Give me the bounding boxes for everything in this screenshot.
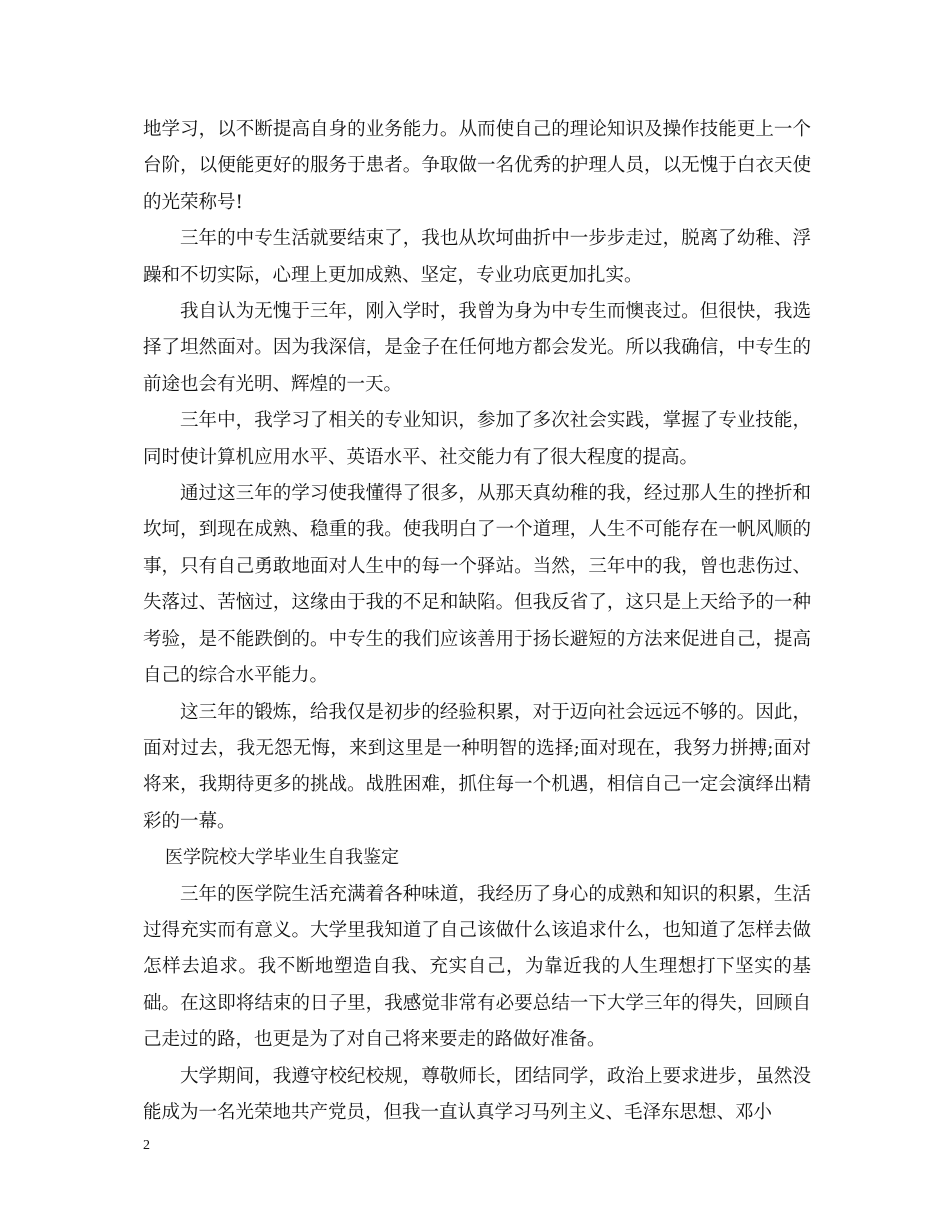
paragraph: 通过这三年的学习使我懂得了很多，从那天真幼稚的我，经过那人生的挫折和坎坷，到现在成熟、稳重的我。使我明白了一个道理，人生不可能存在一帆风顺的事，只有自己勇敢地面对人生中的每一个驿站。当然，三年中的我，曾也悲伤过、失落过、苦恼过，这缘由于我的不足和缺陷。但我反省了，这只是上天给予的一种考验，是不能跌倒的。中专生的我们应该善用于扬长避短的方法来促进自己，提高自己的综合水平能力。 <box>143 483 811 687</box>
document-body <box>143 112 811 1131</box>
paragraph: 三年中，我学习了相关的专业知识，参加了多次社会实践，掌握了专业技能，同时使计算机应用水平、英语水平、社交能力有了很大程度的提高。 <box>143 410 811 468</box>
paragraph: 三年的医学院生活充满着各种味道，我经历了身心的成熟和知识的积累，生活过得充实而有意义。大学里我知道了自己该做什么该追求什么，也知道了怎样去做怎样去追求。我不断地塑造自我、充实自己，为靠近我的人生理想打下坚实的基础。在这即将结束的日子里，我感觉非常有必要总结一下大学三年的得失，回顾自己走过的路，也更是为了对自己将来要走的路做好准备。 <box>143 883 811 1051</box>
paragraph: 我自认为无愧于三年，刚入学时，我曾为身为中专生而懊丧过。但很快，我选择了坦然面对。因为我深信，是金子在任何地方都会发光。所以我确信，中专生的前途也会有光明、辉煌的一天。 <box>143 301 811 395</box>
paragraph: 这三年的锻炼，给我仅是初步的经验积累，对于迈向社会远远不够的。因此，面对过去，我无怨无悔，来到这里是一种明智的选择;面对现在，我努力拼搏;面对将来，我期待更多的挑战。战胜困难，抓住每一个机遇，相信自己一定会演绎出精彩的一幕。 <box>143 701 811 832</box>
paragraph: 大学期间，我遵守校纪校规，尊敬师长，团结同学，政治上要求进步，虽然没能成为一名光荣地共产党员，但我一直认真学习马列主义、毛泽东思想、邓小 <box>143 1065 811 1123</box>
paragraph: 三年的中专生活就要结束了，我也从坎坷曲折中一步步走过，脱离了幼稚、浮躁和不切实际，心理上更加成熟、坚定，专业功底更加扎实。 <box>143 228 811 286</box>
page-number: 2 <box>143 1138 150 1153</box>
section-heading: 医学院校大学毕业生自我鉴定 <box>165 847 399 869</box>
paragraph-continued: 地学习，以不断提高自身的业务能力。从而使自己的理论知识及操作技能更上一个台阶，以便能更好的服务于患者。争取做一名优秀的护理人员，以无愧于白衣天使的光荣称号! <box>143 119 811 213</box>
